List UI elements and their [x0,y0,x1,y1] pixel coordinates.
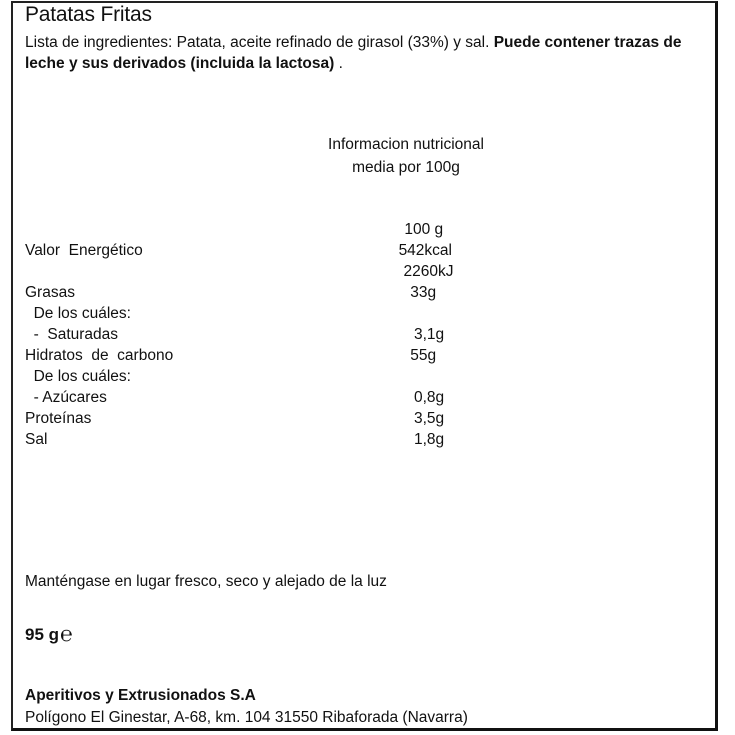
nutrition-row-carbohydrates [25,345,465,366]
estimated-sign-icon: ℮ [60,622,73,646]
ingredients-list [25,32,705,74]
nutrition-row-protein [25,408,470,429]
allergen-warning: Puede contener trazas de leche y sus derivados (incluida la lactosa) [25,34,682,72]
net-weight-value: 95 g [25,625,60,644]
nutrition-heading-line2: media por 100g [352,159,460,176]
nutrition-value: 55g [410,347,462,364]
nutrition-label: - Saturadas [25,326,119,343]
nutrition-row-energy [25,240,465,261]
nutrition-row-sugars [25,387,470,408]
nutrition-row-fat [25,282,465,303]
nutrition-label: De los cuáles: [25,368,131,385]
nutrition-label: Grasas [25,284,75,301]
nutrition-row-carbs-of-which [25,366,465,387]
nutrition-value: 33g [410,284,462,301]
nutrition-value: 100 g [404,221,469,238]
nutrition-label: - Azúcares [25,389,107,406]
storage-instructions: Manténgase en lugar fresco, seco y alejado de la luz [25,573,387,590]
nutrition-row-energy-kj [25,261,475,282]
nutrition-row-saturated [25,324,470,345]
nutrition-label: De los cuáles: [25,305,131,322]
net-weight [25,621,73,646]
nutrition-value: 3,1g [413,326,470,343]
nutrition-value: 0,8g [413,389,470,406]
nutrition-label: Proteínas [25,410,92,427]
nutrition-heading-line1: Informacion nutricional [328,136,484,153]
nutrition-value: 3,5g [413,410,470,427]
manufacturer-name: Aperitivos y Extrusionados S.A [25,687,256,704]
manufacturer-address: Polígono El Ginestar, A-68, km. 104 31550 Ribaforada (Navarra) [25,709,468,726]
allergen-suffix: . [334,55,343,72]
nutrition-label: Hidratos de carbono [25,347,174,364]
nutrition-row-fat-of-which [25,303,465,324]
nutrition-table [25,219,475,450]
nutrition-label: Sal [25,431,48,448]
nutrition-label: Valor Energético [25,242,143,259]
nutrition-value: 2260kJ [403,263,475,280]
product-title: Patatas Fritas [25,3,152,26]
nutrition-row-serving [25,219,469,240]
ingredients-text: Lista de ingredientes: Patata, aceite refinado de girasol (33%) y sal. [25,34,494,51]
nutrition-heading [0,133,735,179]
nutrition-row-salt [25,429,470,450]
nutrition-value: 542kcal [398,242,452,259]
nutrition-value: 1,8g [413,431,470,448]
